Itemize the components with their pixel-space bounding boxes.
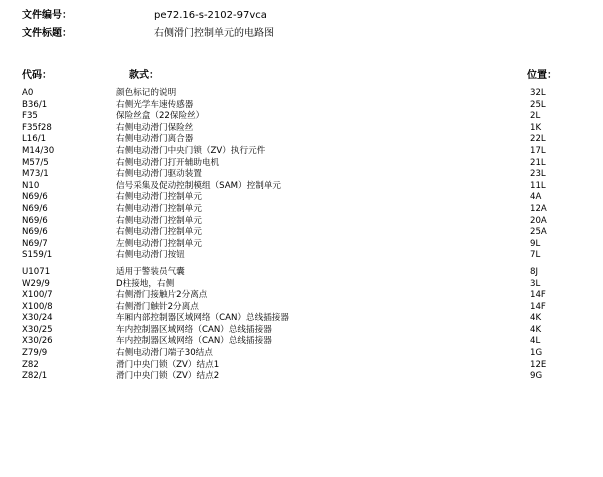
list-item (0, 267, 603, 279)
component-position: 1G (530, 348, 543, 359)
list-item (0, 100, 603, 112)
component-position: 8J (530, 266, 539, 277)
list-item (0, 239, 603, 251)
component-position: 25L (530, 99, 546, 110)
component-description: 左侧电动滑门控制单元 (116, 238, 202, 249)
component-code: X100/7 (22, 290, 53, 301)
list-item (0, 216, 603, 228)
component-position: 4A (530, 192, 542, 203)
column-header-position: 位置： (527, 70, 557, 81)
component-position: 4K (530, 324, 542, 335)
component-code: N69/7 (22, 238, 48, 249)
list-item (0, 169, 603, 181)
component-code: M73/1 (22, 169, 49, 180)
component-description: 车内控制器区域网络（CAN）总线插接器 (116, 324, 272, 335)
list-item (0, 302, 603, 314)
component-position: 7L (530, 250, 541, 261)
component-position: 4K (530, 313, 542, 324)
component-position: 11L (530, 180, 546, 191)
list-item (0, 336, 603, 348)
list-item (0, 146, 603, 158)
component-description: 右侧电动滑门控制单元 (116, 192, 202, 203)
component-position: 20A (530, 215, 547, 226)
list-item (0, 227, 603, 239)
component-position: 14F (530, 301, 546, 312)
component-code: X30/24 (22, 313, 53, 324)
component-position: 12E (530, 359, 547, 370)
column-header-description: 款式： (129, 70, 159, 81)
component-description: 右侧光学车速传感器 (116, 99, 194, 110)
component-description: 右侧电动滑门保险丝 (116, 122, 194, 133)
list-item (0, 313, 603, 325)
component-code: L16/1 (22, 134, 47, 145)
component-code: X30/26 (22, 336, 53, 347)
component-position: 21L (530, 157, 546, 168)
component-position: 12A (530, 203, 547, 214)
component-position: 32L (530, 88, 546, 98)
component-description: 信号采集及促动控制模组（SAM）控制单元 (116, 180, 282, 191)
component-code: N69/6 (22, 192, 48, 203)
component-code: N10 (22, 180, 40, 191)
component-position: 22L (530, 134, 546, 145)
component-code: S159/1 (22, 250, 53, 261)
doc-number-label: 文件编号： (22, 10, 72, 21)
list-item (0, 88, 603, 100)
doc-title-label: 文件标题： (22, 28, 72, 39)
list-item (0, 123, 603, 135)
component-code: A0 (22, 88, 34, 98)
component-description: 右侧电动滑门控制单元 (116, 227, 202, 238)
component-description: 右侧电动滑门控制单元 (116, 203, 202, 214)
list-item (0, 181, 603, 193)
component-code: N69/6 (22, 227, 48, 238)
component-description: 适用于警装员气囊 (116, 266, 185, 277)
component-code: Z82 (22, 359, 39, 370)
component-description: 滑门中央门锁（ZV）结点1 (116, 359, 220, 370)
component-code: N69/6 (22, 203, 48, 214)
list-item (0, 134, 603, 146)
component-position: 4L (530, 336, 541, 347)
component-position: 3L (530, 278, 541, 289)
component-code: M14/30 (22, 145, 55, 156)
list-item (0, 250, 603, 262)
component-description: 颜色标记的说明 (116, 88, 177, 98)
component-position: 2L (530, 111, 541, 122)
column-header-code: 代码： (22, 70, 52, 81)
component-description: 右侧电动滑门按钮 (116, 250, 185, 261)
component-code: F35 (22, 111, 38, 122)
component-list (0, 88, 603, 383)
component-description: 右侧滑门触针2分离点 (116, 301, 199, 312)
list-item (0, 192, 603, 204)
component-description: 右侧电动滑门控制单元 (116, 215, 202, 226)
list-item (0, 371, 603, 383)
component-code: Z82/1 (22, 371, 48, 382)
list-item (0, 204, 603, 216)
component-code: Z79/9 (22, 348, 48, 359)
component-code: X30/25 (22, 324, 53, 335)
component-description: 滑门中央门锁（ZV）结点2 (116, 371, 220, 382)
component-code: M57/5 (22, 157, 49, 168)
component-position: 17L (530, 145, 546, 156)
doc-number-value: pe72.16-s-2102-97vca (154, 10, 267, 21)
component-description: 右侧电动滑门中央门锁（ZV）执行元件 (116, 145, 266, 156)
list-item (0, 290, 603, 302)
component-description: 右侧电动滑门驱动装置 (116, 169, 202, 180)
component-position: 9G (530, 371, 543, 382)
component-position: 9L (530, 238, 541, 249)
component-description: D柱接地，右侧 (116, 278, 175, 289)
list-item (0, 111, 603, 123)
list-item (0, 348, 603, 360)
component-description: 右侧电动滑门端子30结点 (116, 348, 213, 359)
component-position: 14F (530, 290, 546, 301)
component-code: W29/9 (22, 278, 50, 289)
component-code: N69/6 (22, 215, 48, 226)
component-position: 23L (530, 169, 546, 180)
component-code: B36/1 (22, 99, 48, 110)
component-code: U1071 (22, 266, 51, 277)
component-description: 保险丝盒（22保险丝） (116, 111, 205, 122)
component-description: 右侧电动滑门打开辅助电机 (116, 157, 220, 168)
list-item (0, 360, 603, 372)
component-position: 25A (530, 227, 547, 238)
component-description: 右侧电动滑门离合器 (116, 134, 194, 145)
component-description: 车内控制器区域网络（CAN）总线插接器 (116, 336, 272, 347)
list-item (0, 279, 603, 291)
component-code: F35f28 (22, 122, 52, 133)
list-item (0, 325, 603, 337)
doc-title-value: 右侧滑门控制单元的电路图 (154, 28, 274, 39)
component-description: 右侧滑门接触片2分离点 (116, 290, 208, 301)
component-description: 车厢内部控制器区域网络（CAN）总线插接器 (116, 313, 289, 324)
component-code: X100/8 (22, 301, 53, 312)
component-position: 1K (530, 122, 542, 133)
list-item (0, 158, 603, 170)
